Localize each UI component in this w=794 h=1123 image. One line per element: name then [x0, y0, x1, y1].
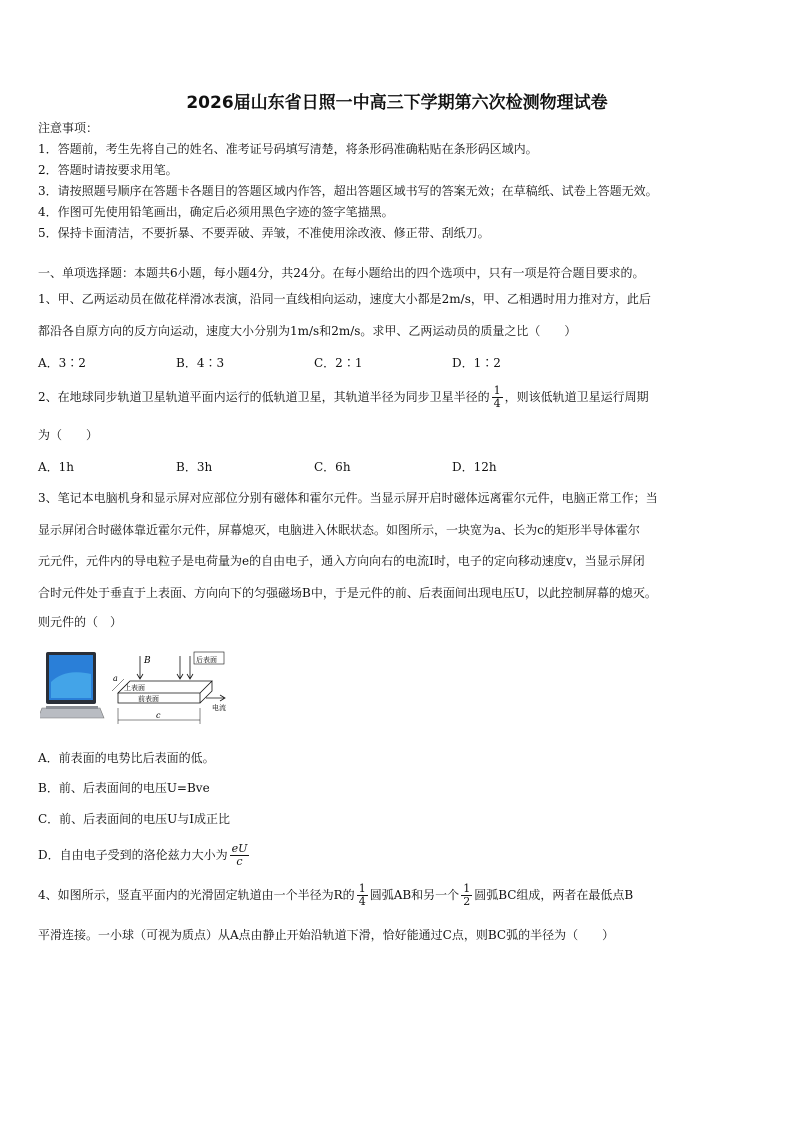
notice-item-3: 3．请按照题号顺序在答题卡各题目的答题区域内作答，超出答题区域书写的答案无效；在草稿纸、试卷上答题无效。: [38, 184, 658, 198]
q2-frac-den: 4: [493, 397, 501, 410]
label-top-surface: 上表面: [124, 684, 145, 692]
q2-text-b: ，则该低轨道卫星运行周期: [504, 390, 649, 404]
q3-option-d-fraction: [230, 843, 250, 868]
q1-line-2: 都沿各自原方向的反方向运动，速度大小分别为1m/s和2m/s。求甲、乙两运动员的质量之比（ ）: [38, 324, 577, 338]
q4-fraction-1: [357, 883, 368, 908]
label-front-surface: 前表面: [138, 695, 159, 703]
q4-frac1-num: 1: [358, 882, 366, 895]
q2-fraction: [492, 385, 503, 410]
q1-option-d: D．1∶2: [452, 356, 501, 370]
q3-option-b: B．前、后表面间的电压U=Bve: [38, 781, 210, 795]
q3-option-a: A．前表面的电势比后表面的低。: [38, 751, 215, 765]
label-B: B: [144, 656, 151, 666]
q3-option-c: C．前、后表面间的电压U与I成正比: [38, 812, 231, 826]
q4-frac2-num: 1: [463, 882, 471, 895]
q3-line-2: 显示屏闭合时磁体靠近霍尔元件，屏幕熄灭，电脑进入休眠状态。如图所示，一块宽为a、长为c的矩形半导体霍尔: [38, 523, 640, 537]
exam-title: 2026届山东省日照一中高三下学期第六次检测物理试卷: [186, 93, 608, 113]
q3-line-5: 则元件的（ ）: [38, 615, 123, 629]
notice-heading: 注意事项：: [38, 121, 99, 135]
notice-item-5: 5．保持卡面清洁，不要折暴、不要弄破、弄皱，不准使用涂改液、修正带、刮纸刀。: [38, 226, 490, 240]
q3-option-d: [38, 838, 251, 872]
q2-option-b: B．3h: [176, 460, 213, 474]
q4-text-b: 圆弧AB和另一个: [369, 888, 460, 902]
q1-option-a: A．3∶2: [38, 356, 86, 370]
label-back-surface: 后表面: [196, 656, 217, 664]
hall-element-diagram: [40, 648, 240, 728]
q3-option-d-text: D．自由电子受到的洛伦兹力大小为: [38, 848, 228, 862]
q4-frac2-den: 2: [463, 895, 471, 908]
q1-line-1: 1、甲、乙两运动员在做花样滑冰表演，沿同一直线相向运动，速度大小都是2m/s，甲、乙相遇时用力推对方，此后: [38, 292, 651, 306]
q3-line-4: 合时元件处于垂直于上表面、方向向下的匀强磁场B中，于是元件的前、后表面间出现电压U，以此控制屏幕的熄灭。: [38, 586, 657, 600]
q2-option-c: C．6h: [314, 460, 351, 474]
current-arrow: [206, 695, 225, 701]
q4-line-1: [38, 878, 633, 912]
notice-item-2: 2．答题时请按要求用笔。: [38, 163, 178, 177]
q1-option-c: C．2∶1: [314, 356, 363, 370]
label-a: a: [113, 674, 118, 683]
q3-optd-num: eU: [231, 842, 248, 855]
notice-item-4: 4．作图可先使用铅笔画出，确定后必须用黑色字迹的签字笔描黑。: [38, 205, 394, 219]
q4-line-2: 平滑连接。一小球（可视为质点）从A点由静止开始沿轨道下滑，恰好能通过C点，则BC弧的半径为（ ）: [38, 928, 615, 942]
q4-text-c: 圆弧BC组成，两者在最低点B: [474, 888, 634, 902]
q3-line-3: 元元件，元件内的导电粒子是电荷量为e的自由电子，通入方向向右的电流I时，电子的定向移动速度v，当显示屏闭: [38, 554, 645, 568]
q2-line-2: 为（ ）: [38, 428, 99, 442]
q3-figure: [40, 648, 240, 732]
laptop-icon: [40, 652, 104, 718]
q4-frac1-den: 4: [358, 895, 366, 908]
q3-optd-den: c: [236, 855, 243, 868]
section-heading: 一、单项选择题：本题共6小题，每小题4分，共24分。在每小题给出的四个选项中，只有一项是符合题目要求的。: [38, 266, 645, 280]
q2-option-a: A．1h: [38, 460, 75, 474]
label-current: 电流: [212, 704, 226, 712]
q2-option-d: D．12h: [452, 460, 497, 474]
notice-item-1: 1．答题前，考生先将自己的姓名、准考证号码填写清楚，将条形码准确粘贴在条形码区域内。: [38, 142, 538, 156]
q3-line-1: 3、笔记本电脑机身和显示屏对应部位分别有磁体和霍尔元件。当显示屏开启时磁体远离霍尔元件，电脑正常工作；当: [38, 491, 658, 505]
q4-text-a: 4、如图所示，竖直平面内的光滑固定轨道由一个半径为R的: [38, 888, 355, 902]
q4-fraction-2: [461, 883, 472, 908]
label-c: c: [156, 711, 161, 720]
q2-line-1: [38, 382, 649, 412]
q1-option-b: B．4∶3: [176, 356, 225, 370]
q2-frac-num: 1: [493, 384, 501, 397]
q2-text-a: 2、在地球同步轨道卫星轨道平面内运行的低轨道卫星，其轨道半径为同步卫星半径的: [38, 390, 490, 404]
